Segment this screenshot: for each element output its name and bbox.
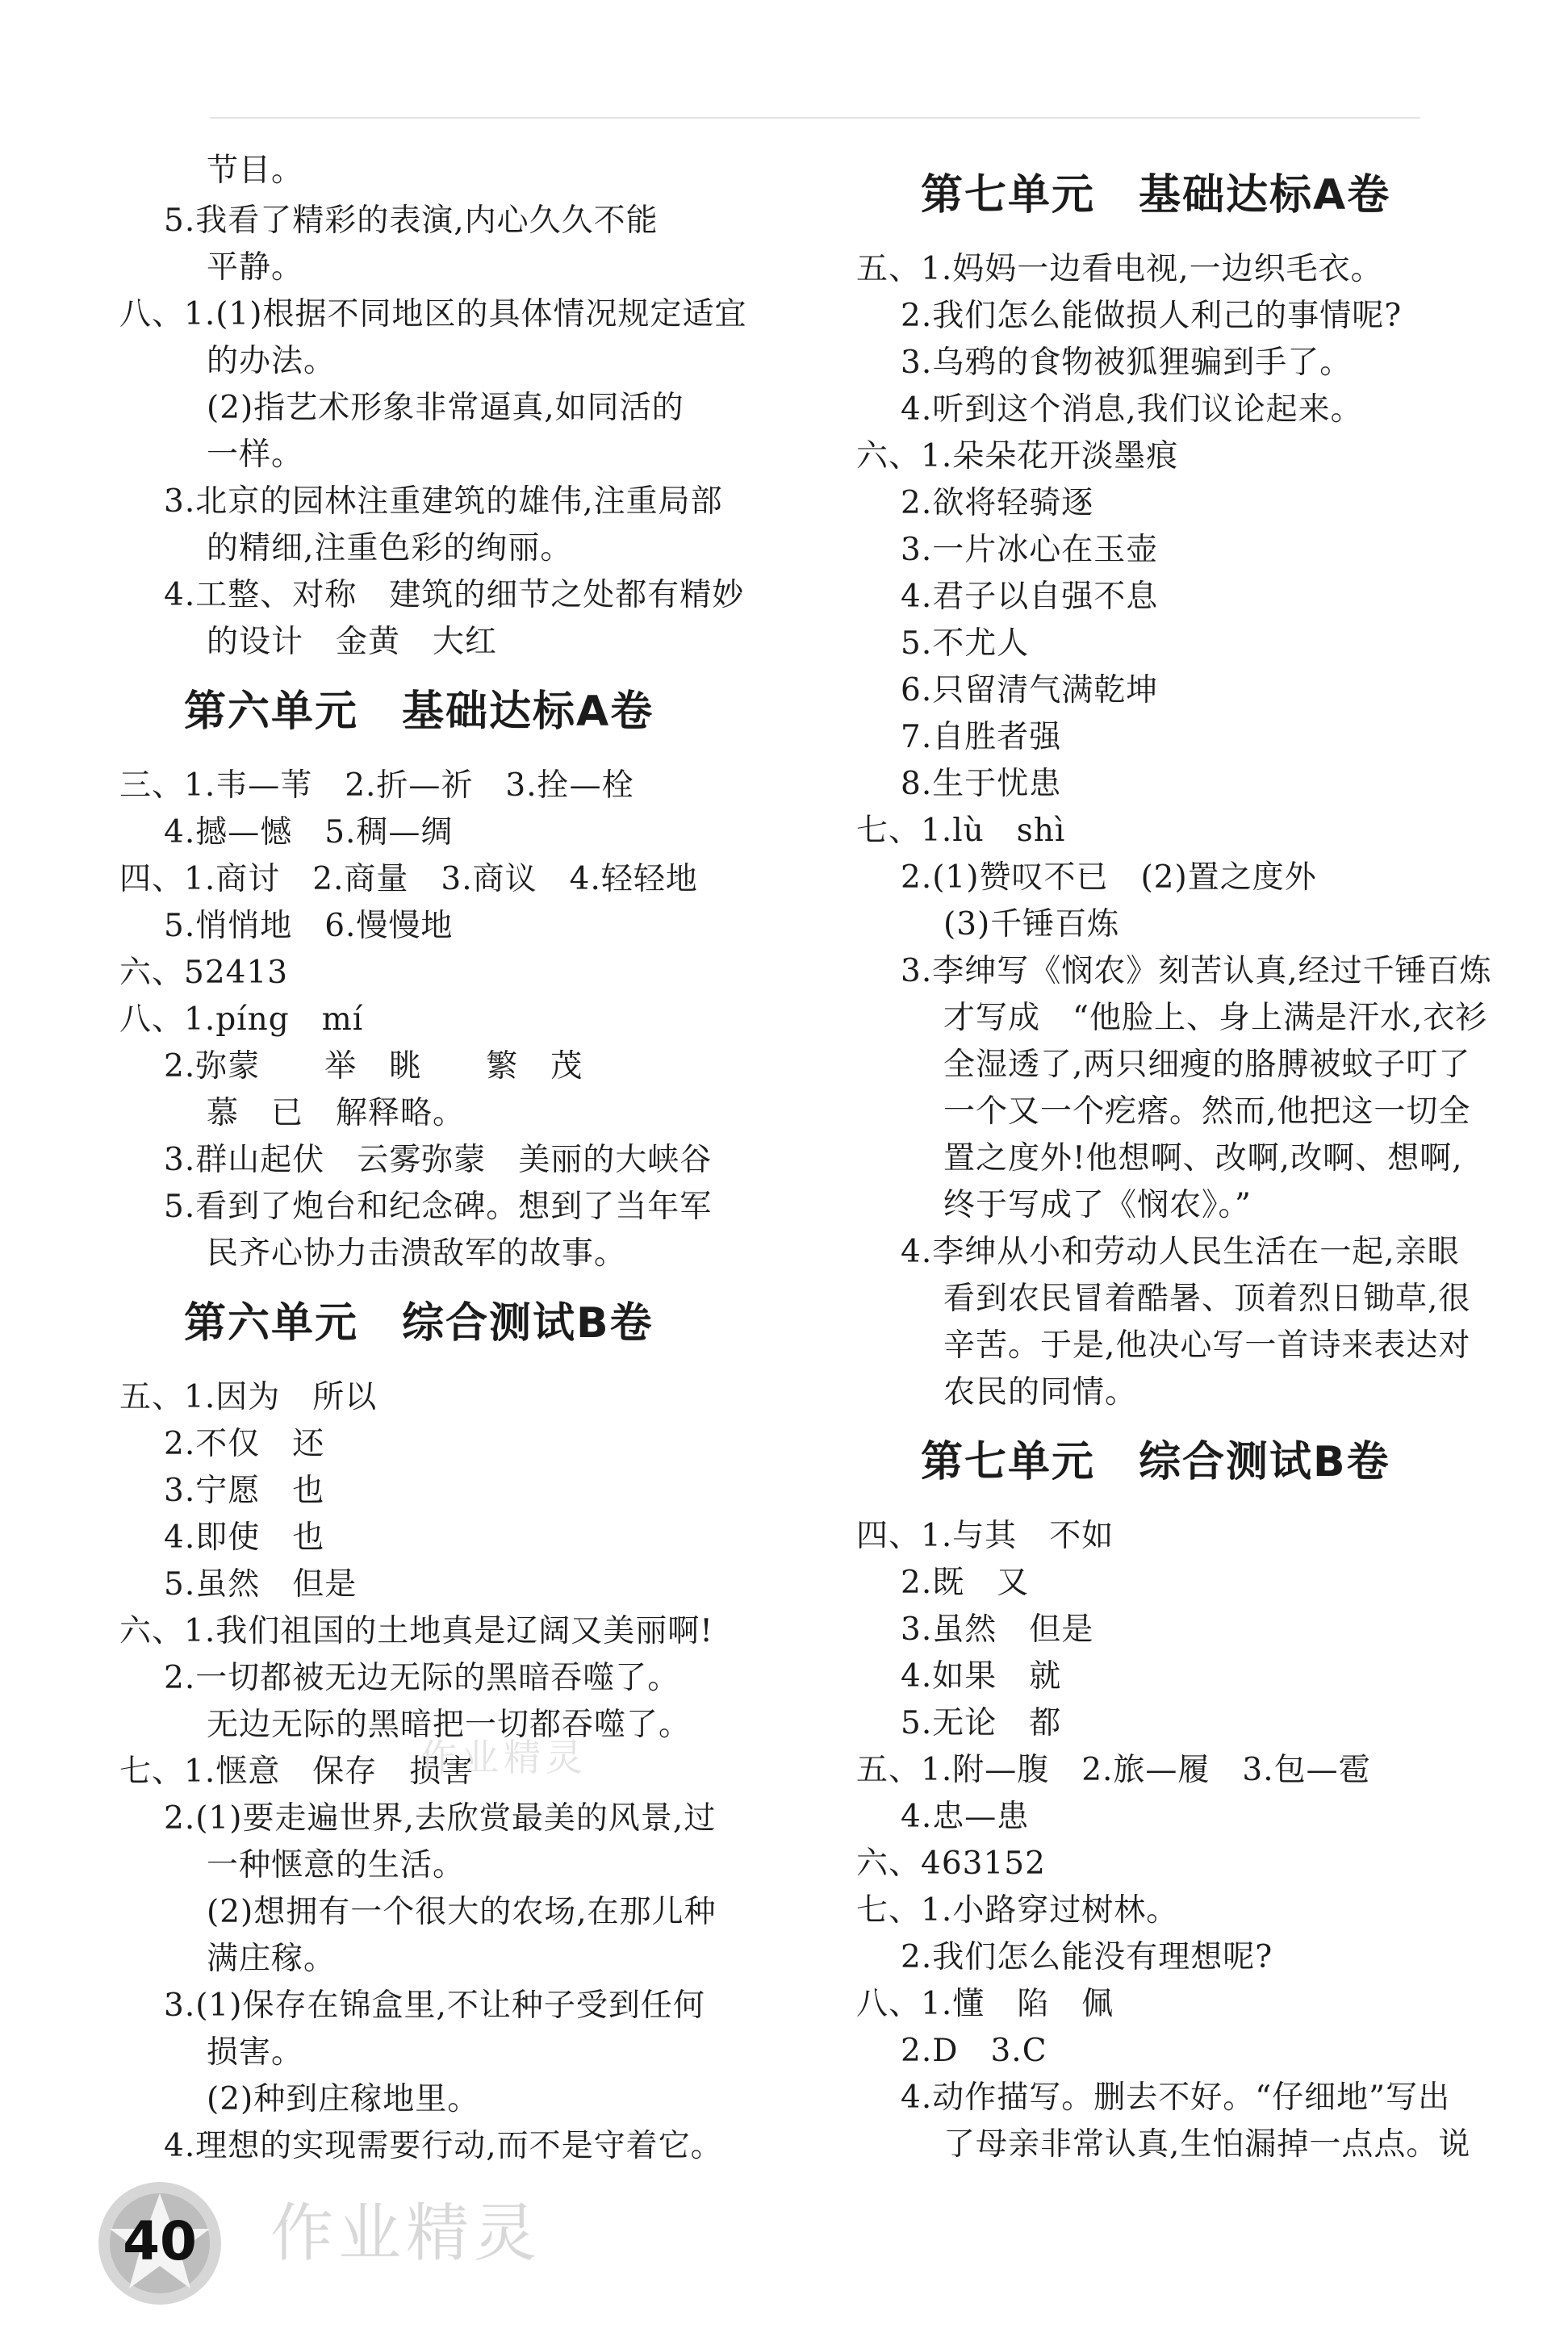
answer-line: 2.欲将轻骑逐: [901, 485, 1094, 521]
answer-line: 平静。: [207, 249, 304, 286]
answer-line: 3.(1)保存在锦盒里,不让种子受到任何: [164, 1988, 705, 2024]
answer-line: 六、1.我们祖国的土地真是辽阔又美丽啊!: [119, 1613, 713, 1649]
answer-line: 置之度外!他想啊、改啊,改啊、想啊,: [943, 1140, 1463, 1177]
answer-line: 无边无际的黑暗把一切都吞噬了。: [207, 1707, 692, 1743]
answer-line: 一种惬意的生活。: [207, 1847, 466, 1883]
answer-line: 4.动作描写。删去不好。“仔细地”写出: [901, 2080, 1451, 2116]
answer-line: 2.我们怎么能做损人利己的事情呢?: [901, 298, 1403, 334]
answer-line: 5.看到了炮台和纪念碑。想到了当年军: [164, 1189, 713, 1225]
answer-line: 2.一切都被无边无际的黑暗吞噬了。: [164, 1660, 680, 1696]
answer-line: 辛苦。于是,他决心写一首诗来表达对: [943, 1327, 1471, 1364]
answer-line: 4.听到这个消息,我们议论起来。: [901, 391, 1363, 428]
answer-line: 了母亲非常认真,生怕漏掉一点点。说: [943, 2126, 1471, 2163]
answer-line: 3.群山起伏 云雾弥蒙 美丽的大峡谷: [164, 1142, 713, 1178]
answer-line: (2)想拥有一个很大的农场,在那儿种: [207, 1894, 717, 1930]
answer-line: 3.乌鸦的食物被狐狸骗到手了。: [901, 345, 1353, 381]
answer-line: 5.虽然 但是: [164, 1566, 358, 1603]
answer-line: 4.工整、对称 建筑的细节之处都有精妙: [164, 577, 745, 613]
answer-line: 慕 已 解释略。: [207, 1095, 466, 1131]
answer-line: 2.弥蒙 举 眺 繁 茂: [164, 1048, 583, 1085]
top-rule: [210, 117, 1420, 119]
answer-line: 一个又一个疙瘩。然而,他把这一切全: [943, 1093, 1471, 1130]
answer-line: 农民的同情。: [943, 1374, 1138, 1411]
answer-line: 七、1.惬意 保存 损害: [119, 1754, 475, 1790]
answer-line: 8.生于忧患: [901, 766, 1062, 802]
answer-line: 四、1.商讨 2.商量 3.商议 4.轻轻地: [119, 861, 698, 897]
answer-line: 2.不仅 还: [164, 1426, 325, 1462]
answer-line: 全湿透了,两只细瘦的胳膊被蚊子叮了: [943, 1047, 1471, 1083]
answer-line: 2.D 3.C: [901, 2033, 1047, 2069]
answer-line: 3.北京的园林注重建筑的雄伟,注重局部: [164, 483, 723, 520]
answer-line: 七、1.lù shì: [856, 813, 1066, 849]
answer-line: 八、1.懂 陷 佩: [856, 1986, 1114, 2022]
answer-line: 才写成 “他脸上、身上满是汗水,衣衫: [943, 1000, 1488, 1036]
answer-line: 3.宁愿 也: [164, 1473, 325, 1509]
section-heading: 第六单元 综合测试B卷: [184, 1299, 654, 1348]
answer-line: 四、1.与其 不如: [856, 1518, 1114, 1554]
answer-line: 4.忠—患: [901, 1799, 1030, 1835]
answer-line: 2.(1)要走遍世界,去欣赏最美的风景,过: [164, 1800, 717, 1837]
answer-line: 满庄稼。: [207, 1941, 337, 1977]
answer-line: 八、1.píng mí: [119, 1001, 364, 1038]
answer-line: 5.悄悄地 6.慢慢地: [164, 908, 454, 944]
answer-line: 2.(1)赞叹不已 (2)置之度外: [901, 859, 1317, 896]
answer-line: 一样。: [207, 437, 304, 473]
answer-line: 的办法。: [207, 343, 337, 379]
watermark-bottom: 作业精灵: [270, 2197, 542, 2270]
watermark-middle: 作业精灵: [420, 1736, 587, 1779]
answer-line: 三、1.韦—苇 2.折—祈 3.拴—栓: [119, 767, 634, 804]
answer-line: 的精细,注重色彩的绚丽。: [207, 530, 573, 566]
answer-line: 损害。: [207, 2034, 304, 2071]
answer-line: 4.君子以自强不息: [901, 579, 1159, 615]
answer-line: (2)指艺术形象非常逼真,如同活的: [207, 390, 684, 426]
answer-line: 六、1.朵朵花开淡墨痕: [856, 438, 1179, 474]
answer-line: 终于写成了《悯农》。”: [943, 1187, 1252, 1223]
answer-line: 六、52413: [119, 955, 289, 991]
answer-line: 2.既 又: [901, 1565, 1030, 1601]
answer-line: 的设计 金黄 大红: [207, 624, 498, 660]
section-heading: 第六单元 基础达标A卷: [184, 688, 654, 736]
answer-line: 节目。: [207, 153, 304, 189]
section-heading: 第七单元 综合测试B卷: [921, 1438, 1390, 1486]
answer-line: 民齐心协力击溃敌军的故事。: [207, 1235, 627, 1272]
answer-line: 五、1.因为 所以: [119, 1379, 378, 1415]
answer-line: 看到农民冒着酷暑、顶着烈日锄草,很: [943, 1281, 1471, 1317]
answer-line: 七、1.小路穿过树林。: [856, 1892, 1179, 1929]
answer-line: 五、1.妈妈一边看电视,一边织毛衣。: [856, 251, 1383, 287]
answer-line: 4.如果 就: [901, 1658, 1062, 1695]
answer-line: 5.我看了精彩的表演,内心久久不能: [164, 203, 659, 239]
answer-line: 3.虽然 但是: [901, 1611, 1094, 1648]
answer-line: (3)千锤百炼: [943, 906, 1120, 943]
answer-line: 5.无论 都: [901, 1705, 1062, 1741]
answer-line: 3.李绅写《悯农》刻苦认真,经过千锤百炼: [901, 953, 1492, 989]
answer-line: 2.我们怎么能没有理想呢?: [901, 1939, 1273, 1975]
answer-line: 4.理想的实现需要行动,而不是守着它。: [164, 2128, 723, 2164]
answer-line: 五、1.附—腹 2.旅—履 3.包—雹: [856, 1752, 1371, 1788]
answer-line: 4.即使 也: [164, 1519, 325, 1556]
section-heading: 第七单元 基础达标A卷: [921, 171, 1391, 219]
answer-line: 6.只留清气满乾坤: [901, 672, 1159, 709]
answer-line: 六、463152: [856, 1845, 1046, 1882]
answer-line: 3.一片冰心在玉壶: [901, 532, 1159, 568]
answer-line: 4.李绅从小和劳动人民生活在一起,亲眼: [901, 1234, 1460, 1270]
answer-line: 5.不尤人: [901, 625, 1030, 662]
page-number: 40: [123, 2210, 197, 2272]
answer-line: (2)种到庄稼地里。: [207, 2081, 480, 2117]
answer-line: 7.自胜者强: [901, 719, 1062, 755]
answer-line: 4.撼—憾 5.稠—绸: [164, 814, 454, 851]
answer-line: 八、1.(1)根据不同地区的具体情况规定适宜: [119, 296, 747, 332]
